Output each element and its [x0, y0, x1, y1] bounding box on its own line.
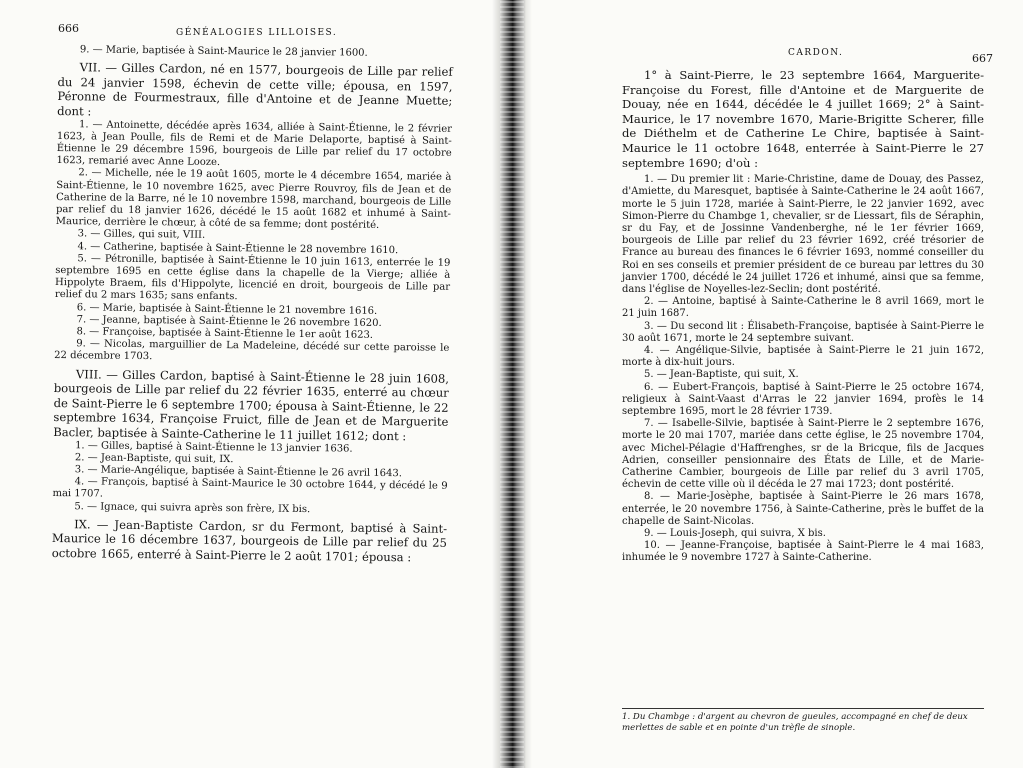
paragraph: 5. — Ignace, qui suivra après son frère, IX bis. [74, 500, 311, 515]
left-page-number: 666 [58, 22, 79, 35]
paragraph: 2. — Michelle, née le 19 août 1605, morte le 4 décembre 1654, mariée à Saint-Étienne, le 10 novembre 1625, avec Pierre Rouvroy, fils de Jean et de Catherine de la Barre, né le 10 novembre 1598, marchand, bourgeois de Lille par relief du 18 janvier 1626, décédé le 15 août 1682 et inhumé à Saint-Maurice, derrière le chœur, à côté de sa femme; dont postérité. [55, 167, 452, 232]
paragraph: 3. — Gilles, qui suit, VIII. [77, 228, 206, 242]
paragraph: 9. — Marie, baptisée à Saint-Maurice le 28 janvier 1600. [79, 44, 368, 59]
paragraph: 5. — Jean-Baptiste, qui suit, X. [644, 369, 799, 381]
paragraph: 6. — Eubert-François, baptisé à Saint-Pierre le 25 octobre 1674, religieux à Saint-Vaast d'Arras le 22 janvier 1694, profès le 14 septembre 1695, mort le 28 février 1739. [622, 381, 984, 418]
left-page-text [52, 44, 453, 565]
paragraph: VII. — Gilles Cardon, né en 1577, bourgeois de Lille par relief du 24 janvier 1598, échevin de cette ville; épousa, en 1597, Péronne de Fourmestraux, fille d'Antoine et de Jeanne Muette; dont : [57, 60, 453, 119]
paragraph: 8. — Françoise, baptisée à Saint-Étienne le 1er août 1623. [76, 326, 374, 341]
paragraph: VIII. — Gilles Cardon, baptisé à Saint-Étienne le 28 juin 1608, bourgeois de Lille par relief du 22 février 1635, enterré au chœur de Saint-Pierre le 6 septembre 1700; épousa à Saint-Étienne, le 22 septembre 1634, Françoise Fruict, fille de Jean et de Marguerite Bacler, baptisée à Sainte-Catherine le 11 juillet 1612; dont : [53, 366, 450, 444]
footnote: 1. Du Chambge : d'argent au chevron de gueules, accompagné en chef de deux merlettes de sable et en pointe d'un trèfle de sinople. [622, 712, 968, 733]
paragraph: 1. — Gilles, baptisé à Saint-Étienne le 13 janvier 1636. [75, 439, 353, 455]
paragraph: 1. — Du premier lit : Marie-Christine, dame de Douay, des Passez, d'Amiette, du Maresquet, baptisée à Sainte-Catherine le 24 août 1667, morte le 5 juin 1728, mariée à Saint-Pierre, le 22 janvier 1692, avec Simon-Pierre du Chambge 1, chevalier, sr de Liessart, fils de Séraphin, sr du Fay, et de Jossinne Vandenberghe, né le 1er février 1669, bourgeois de Lille par relief du 23 février 1692, créé trésorier de France au bureau des finances le 6 février 1693, nommé conseiller du Roi en ses conseils et premier président de ce bureau par lettres du 30 janvier 1700, décédé le 24 juillet 1726 et inhumé, ainsi que sa femme, dans l'église de Noyelles-lez-Seclin; dont postérité. [622, 174, 984, 295]
paragraph: 8. — Marie-Josèphe, baptisée à Saint-Pierre le 26 mars 1678, enterrée, le 20 novembre 1756, à Sainte-Catherine, près le buffet de la chapelle de Saint-Nicolas. [622, 491, 984, 527]
right-page-text [622, 68, 984, 565]
paragraph: 9. — Nicolas, marguillier de La Madeleine, décédé sur cette paroisse le 22 décembre 1703. [54, 338, 450, 363]
paragraph: IX. — Jean-Baptiste Cardon, sr du Fermont, baptisé à Saint-Maurice le 16 décembre 1637, bourgeois de Lille par relief du 25 octobre 1665, enterré à Saint-Pierre le 2 août 1701; épousa : [51, 517, 448, 565]
right-page [526, 0, 1023, 768]
paragraph: 9. — Louis-Joseph, qui suivra, X bis. [644, 528, 826, 540]
paragraph: 1. — Antoinette, décédée après 1634, alliée à Saint-Étienne, le 2 février 1623, à Jean Poulle, fils de Remi et de Marie Delaporte, baptisé à Saint-Étienne le 29 décembre 1596, bourgeois de Lille par relief du 17 octobre 1623, remarié avec Anne Looze. [56, 118, 453, 169]
paragraph: 10. — Jeanne-Françoise, baptisée à Saint-Pierre le 4 mai 1683, inhumée le 9 novembre 1727 à Sainte-Catherine. [622, 540, 984, 564]
paragraph: 3. — Du second lit : Élisabeth-Françoise, baptisée à Saint-Pierre le 30 août 1671, morte le 24 septembre suivant. [622, 320, 984, 344]
paragraph: 4. — François, baptisé à Saint-Maurice le 30 octobre 1644, y décédé le 9 mai 1707. [52, 476, 448, 501]
footnote-divider [622, 708, 984, 709]
paragraph: 3. — Marie-Angélique, baptisée à Saint-Étienne le 26 avril 1643. [74, 464, 403, 480]
paragraph: 4. — Catherine, baptisée à Saint-Étienne le 28 novembre 1610. [77, 240, 399, 256]
paragraph: 1° à Saint-Pierre, le 23 septembre 1664, Marguerite-Françoise du Forest, fille d'Antoine et de Marguerite de Douay, née en 1644, décédée le 4 juillet 1669; 2° à Saint-Maurice, le 17 novembre 1670, Marie-Brigitte Scherer, fille de Diéthelm et de Catherine Le Chire, baptisée à Saint-Maurice le 11 octobre 1648, enterrée à Saint-Pierre le 27 septembre 1690; d'où : [622, 68, 984, 170]
paragraph: 2. — Antoine, baptisé à Sainte-Catherine le 8 avril 1669, mort le 21 juin 1687. [622, 296, 984, 320]
paragraph: 7. — Isabelle-Silvie, baptisée à Saint-Pierre le 2 septembre 1676, morte le 20 mai 1707, mariée dans cette église, le 25 novembre 1704, avec Michel-Pélagie d'Haffrenghes, sr de la Bricque, fils de Jacques Adrien, conseiller pensionnaire des États de Lille, et de Marie-Catherine Cambier, bourgeois de Lille par relief du 3 avril 1705, échevin de cette ville où il décéda le 27 mai 1723; dont postérité. [622, 418, 984, 491]
paragraph: 7. — Jeanne, baptisée à Saint-Étienne le 26 novembre 1620. [76, 314, 382, 329]
left-running-head: GÉNÉALOGIES LILLOISES. [176, 28, 338, 38]
left-page [0, 0, 498, 768]
paragraph: 6. — Marie, baptisée à Saint-Étienne le 21 novembre 1616. [76, 301, 378, 317]
paragraph: 2. — Jean-Baptiste, qui suit, IX. [74, 452, 234, 465]
paragraph: 5. — Pétronille, baptisée à Saint-Étienne le 10 juin 1613, enterrée le 19 septembre 1695 en cette église dans la chapelle de la Vierge; alliée à Hippolyte Braem, fils d'Hippolyte, licencié en droit, bourgeois de Lille par relief du 2 mars 1635; sans enfants. [54, 253, 451, 303]
paragraph: 4. — Angélique-Silvie, baptisée à Saint-Pierre le 21 juin 1672, morte à dix-huit jours. [622, 345, 984, 369]
right-running-head: CARDON. [788, 48, 844, 58]
right-page-number: 667 [972, 52, 993, 65]
